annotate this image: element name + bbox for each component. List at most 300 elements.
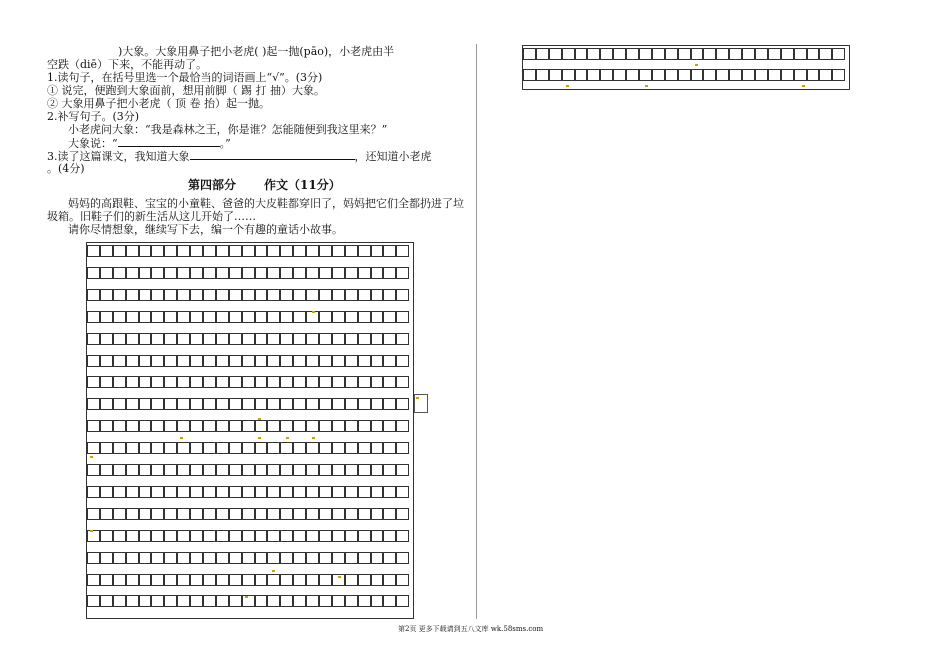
grid-cell[interactable] [255, 464, 268, 476]
grid-cell[interactable] [267, 442, 280, 454]
grid-cell[interactable] [87, 289, 100, 301]
grid-cell[interactable] [164, 376, 177, 388]
grid-cell[interactable] [587, 69, 600, 81]
grid-cell[interactable] [216, 245, 229, 257]
grid-cell[interactable] [113, 333, 126, 345]
grid-cell[interactable] [177, 333, 190, 345]
grid-cell[interactable] [345, 486, 358, 498]
grid-cell[interactable] [626, 69, 639, 81]
grid-cell[interactable] [229, 245, 242, 257]
grid-cell[interactable] [613, 69, 626, 81]
grid-cell[interactable] [229, 267, 242, 279]
grid-cell[interactable] [358, 530, 371, 542]
grid-cell[interactable] [190, 398, 203, 410]
grid-cell[interactable] [345, 267, 358, 279]
grid-cell[interactable] [242, 245, 255, 257]
grid-cell[interactable] [523, 69, 536, 81]
grid-cell[interactable] [151, 464, 164, 476]
grid-cell[interactable] [319, 376, 332, 388]
grid-cell[interactable] [190, 552, 203, 564]
grid-cell[interactable] [229, 574, 242, 586]
grid-cell[interactable] [703, 69, 716, 81]
grid-cell[interactable] [229, 289, 242, 301]
grid-cell[interactable] [626, 48, 639, 60]
grid-cell[interactable] [794, 48, 807, 60]
grid-cell[interactable] [203, 355, 216, 367]
grid-cell[interactable] [319, 289, 332, 301]
grid-cell[interactable] [768, 48, 781, 60]
grid-cell[interactable] [639, 69, 652, 81]
grid-cell[interactable] [371, 464, 384, 476]
grid-cell[interactable] [358, 420, 371, 432]
grid-cell[interactable] [280, 530, 293, 542]
grid-cell[interactable] [126, 289, 139, 301]
grid-cell[interactable] [819, 48, 832, 60]
grid-cell[interactable] [113, 530, 126, 542]
grid-cell[interactable] [229, 486, 242, 498]
grid-cell[interactable] [242, 442, 255, 454]
grid-cell[interactable] [819, 69, 832, 81]
grid-cell[interactable] [396, 464, 409, 476]
grid-cell[interactable] [190, 464, 203, 476]
grid-cell[interactable] [113, 267, 126, 279]
grid-cell[interactable] [190, 376, 203, 388]
grid-cell[interactable] [87, 245, 100, 257]
grid-cell[interactable] [203, 464, 216, 476]
grid-cell[interactable] [306, 508, 319, 520]
grid-cell[interactable] [177, 398, 190, 410]
grid-cell[interactable] [345, 442, 358, 454]
grid-cell[interactable] [280, 333, 293, 345]
grid-cell[interactable] [177, 574, 190, 586]
grid-cell[interactable] [267, 508, 280, 520]
grid-cell[interactable] [371, 595, 384, 607]
grid-cell[interactable] [87, 530, 100, 542]
grid-cell[interactable] [306, 574, 319, 586]
grid-cell[interactable] [164, 486, 177, 498]
grid-cell[interactable] [600, 48, 613, 60]
grid-cell[interactable] [306, 420, 319, 432]
grid-cell[interactable] [768, 69, 781, 81]
grid-cell[interactable] [100, 376, 113, 388]
grid-cell[interactable] [229, 420, 242, 432]
grid-cell[interactable] [139, 420, 152, 432]
grid-cell[interactable] [345, 595, 358, 607]
grid-cell[interactable] [151, 376, 164, 388]
grid-cell[interactable] [100, 333, 113, 345]
grid-cell[interactable] [383, 530, 396, 542]
grid-cell[interactable] [293, 420, 306, 432]
grid-cell[interactable] [126, 486, 139, 498]
grid-cell[interactable] [177, 355, 190, 367]
grid-cell[interactable] [319, 595, 332, 607]
grid-cell[interactable] [280, 442, 293, 454]
grid-cell[interactable] [383, 552, 396, 564]
grid-cell[interactable] [229, 376, 242, 388]
grid-cell[interactable] [332, 398, 345, 410]
grid-cell[interactable] [371, 245, 384, 257]
grid-cell[interactable] [306, 464, 319, 476]
grid-cell[interactable] [332, 355, 345, 367]
grid-cell[interactable] [164, 508, 177, 520]
grid-cell[interactable] [293, 311, 306, 323]
grid-cell[interactable] [203, 376, 216, 388]
grid-cell[interactable] [139, 530, 152, 542]
grid-cell[interactable] [203, 333, 216, 345]
grid-cell[interactable] [293, 552, 306, 564]
grid-cell[interactable] [151, 420, 164, 432]
grid-cell[interactable] [332, 464, 345, 476]
grid-cell[interactable] [177, 245, 190, 257]
grid-cell[interactable] [267, 574, 280, 586]
grid-cell[interactable] [100, 355, 113, 367]
grid-cell[interactable] [151, 530, 164, 542]
grid-cell[interactable] [203, 442, 216, 454]
grid-cell[interactable] [151, 442, 164, 454]
grid-cell[interactable] [383, 595, 396, 607]
grid-cell[interactable] [255, 486, 268, 498]
grid-cell[interactable] [396, 595, 409, 607]
grid-cell[interactable] [229, 355, 242, 367]
grid-cell[interactable] [113, 311, 126, 323]
grid-cell[interactable] [396, 376, 409, 388]
grid-cell[interactable] [242, 552, 255, 564]
grid-cell[interactable] [807, 48, 820, 60]
grid-cell[interactable] [242, 574, 255, 586]
grid-cell[interactable] [151, 289, 164, 301]
grid-cell[interactable] [371, 508, 384, 520]
writing-grid-left[interactable] [87, 245, 413, 617]
grid-cell[interactable] [306, 486, 319, 498]
grid-cell[interactable] [229, 442, 242, 454]
grid-cell[interactable] [383, 267, 396, 279]
grid-cell[interactable] [332, 376, 345, 388]
grid-cell[interactable] [345, 398, 358, 410]
grid-cell[interactable] [113, 376, 126, 388]
grid-cell[interactable] [306, 245, 319, 257]
grid-cell[interactable] [293, 574, 306, 586]
grid-cell[interactable] [371, 355, 384, 367]
grid-cell[interactable] [293, 333, 306, 345]
grid-cell[interactable] [332, 552, 345, 564]
grid-cell[interactable] [332, 333, 345, 345]
grid-cell[interactable] [345, 530, 358, 542]
grid-cell[interactable] [280, 552, 293, 564]
grid-cell[interactable] [113, 355, 126, 367]
grid-cell[interactable] [396, 398, 409, 410]
grid-cell[interactable] [177, 267, 190, 279]
grid-cell[interactable] [716, 69, 729, 81]
grid-cell[interactable] [151, 267, 164, 279]
grid-cell[interactable] [126, 311, 139, 323]
grid-cell[interactable] [729, 69, 742, 81]
grid-cell[interactable] [267, 530, 280, 542]
grid-cell[interactable] [100, 486, 113, 498]
grid-cell[interactable] [139, 595, 152, 607]
grid-cell[interactable] [371, 398, 384, 410]
grid-cell[interactable] [190, 574, 203, 586]
grid-cell[interactable] [203, 574, 216, 586]
grid-cell[interactable] [242, 508, 255, 520]
grid-cell[interactable] [255, 245, 268, 257]
grid-cell[interactable] [319, 486, 332, 498]
grid-cell[interactable] [358, 333, 371, 345]
grid-cell[interactable] [126, 464, 139, 476]
grid-cell[interactable] [126, 442, 139, 454]
grid-cell[interactable] [100, 530, 113, 542]
grid-cell[interactable] [126, 333, 139, 345]
grid-cell[interactable] [691, 69, 704, 81]
grid-cell[interactable] [755, 48, 768, 60]
grid-cell[interactable] [126, 355, 139, 367]
grid-cell[interactable] [345, 311, 358, 323]
grid-cell[interactable] [190, 267, 203, 279]
grid-cell[interactable] [100, 508, 113, 520]
grid-cell[interactable] [371, 267, 384, 279]
grid-cell[interactable] [267, 267, 280, 279]
grid-cell[interactable] [190, 311, 203, 323]
grid-cell[interactable] [255, 508, 268, 520]
grid-cell[interactable] [345, 376, 358, 388]
grid-cell[interactable] [678, 69, 691, 81]
grid-cell[interactable] [383, 355, 396, 367]
grid-cell[interactable] [306, 552, 319, 564]
grid-cell[interactable] [87, 464, 100, 476]
grid-cell[interactable] [216, 311, 229, 323]
grid-cell[interactable] [383, 289, 396, 301]
grid-cell[interactable] [562, 69, 575, 81]
grid-cell[interactable] [113, 486, 126, 498]
grid-cell[interactable] [371, 552, 384, 564]
grid-cell[interactable] [87, 398, 100, 410]
grid-cell[interactable] [190, 442, 203, 454]
grid-cell[interactable] [100, 289, 113, 301]
grid-cell[interactable] [280, 267, 293, 279]
grid-cell[interactable] [345, 464, 358, 476]
grid-cell[interactable] [229, 595, 242, 607]
grid-cell[interactable] [255, 355, 268, 367]
grid-cell[interactable] [242, 333, 255, 345]
grid-cell[interactable] [164, 311, 177, 323]
grid-cell[interactable] [164, 442, 177, 454]
grid-cell[interactable] [729, 48, 742, 60]
grid-cell[interactable] [794, 69, 807, 81]
grid-cell[interactable] [267, 595, 280, 607]
grid-cell[interactable] [113, 464, 126, 476]
grid-cell[interactable] [600, 69, 613, 81]
grid-cell[interactable] [255, 311, 268, 323]
grid-cell[interactable] [371, 311, 384, 323]
grid-cell[interactable] [280, 420, 293, 432]
grid-cell[interactable] [242, 267, 255, 279]
grid-cell[interactable] [203, 289, 216, 301]
grid-cell[interactable] [164, 574, 177, 586]
grid-cell[interactable] [371, 289, 384, 301]
grid-cell[interactable] [358, 245, 371, 257]
grid-cell[interactable] [716, 48, 729, 60]
grid-cell[interactable] [113, 442, 126, 454]
grid-cell[interactable] [358, 442, 371, 454]
grid-cell[interactable] [807, 69, 820, 81]
grid-cell[interactable] [87, 486, 100, 498]
grid-cell[interactable] [396, 486, 409, 498]
grid-cell[interactable] [396, 420, 409, 432]
grid-cell[interactable] [358, 289, 371, 301]
grid-cell[interactable] [177, 464, 190, 476]
grid-cell[interactable] [126, 245, 139, 257]
grid-cell[interactable] [100, 552, 113, 564]
grid-cell[interactable] [396, 333, 409, 345]
grid-cell[interactable] [332, 595, 345, 607]
grid-cell[interactable] [216, 333, 229, 345]
grid-cell[interactable] [383, 464, 396, 476]
grid-cell[interactable] [652, 69, 665, 81]
grid-cell[interactable] [383, 508, 396, 520]
grid-cell[interactable] [203, 245, 216, 257]
grid-cell[interactable] [536, 69, 549, 81]
grid-cell[interactable] [280, 376, 293, 388]
grid-cell[interactable] [345, 355, 358, 367]
grid-cell[interactable] [87, 311, 100, 323]
grid-cell[interactable] [267, 333, 280, 345]
grid-cell[interactable] [216, 398, 229, 410]
grid-cell[interactable] [100, 574, 113, 586]
grid-cell[interactable] [229, 311, 242, 323]
grid-cell[interactable] [383, 486, 396, 498]
grid-cell[interactable] [190, 508, 203, 520]
grid-cell[interactable] [267, 464, 280, 476]
grid-cell[interactable] [139, 464, 152, 476]
grid-cell[interactable] [139, 289, 152, 301]
grid-cell[interactable] [177, 530, 190, 542]
grid-cell[interactable] [371, 442, 384, 454]
grid-cell[interactable] [396, 574, 409, 586]
grid-cell[interactable] [742, 48, 755, 60]
grid-cell[interactable] [345, 420, 358, 432]
grid-cell[interactable] [293, 508, 306, 520]
grid-cell[interactable] [358, 464, 371, 476]
grid-cell[interactable] [139, 574, 152, 586]
grid-cell[interactable] [151, 595, 164, 607]
grid-cell[interactable] [87, 333, 100, 345]
grid-cell[interactable] [358, 595, 371, 607]
grid-cell[interactable] [190, 289, 203, 301]
grid-cell[interactable] [319, 333, 332, 345]
grid-cell[interactable] [371, 376, 384, 388]
grid-cell[interactable] [358, 574, 371, 586]
grid-cell[interactable] [113, 289, 126, 301]
grid-cell[interactable] [100, 464, 113, 476]
grid-cell[interactable] [396, 442, 409, 454]
grid-cell[interactable] [396, 552, 409, 564]
grid-cell[interactable] [190, 245, 203, 257]
grid-cell[interactable] [280, 398, 293, 410]
grid-cell[interactable] [319, 464, 332, 476]
grid-cell[interactable] [164, 267, 177, 279]
grid-cell[interactable] [113, 574, 126, 586]
grid-cell[interactable] [126, 420, 139, 432]
grid-cell[interactable] [396, 508, 409, 520]
grid-cell[interactable] [358, 486, 371, 498]
grid-cell[interactable] [383, 398, 396, 410]
grid-cell[interactable] [242, 289, 255, 301]
grid-cell[interactable] [255, 376, 268, 388]
grid-cell[interactable] [306, 398, 319, 410]
grid-cell[interactable] [549, 69, 562, 81]
grid-cell[interactable] [87, 376, 100, 388]
grid-cell[interactable] [151, 574, 164, 586]
grid-cell[interactable] [190, 530, 203, 542]
grid-cell[interactable] [832, 69, 845, 81]
grid-cell[interactable] [293, 289, 306, 301]
grid-cell[interactable] [177, 420, 190, 432]
grid-cell[interactable] [164, 398, 177, 410]
grid-cell[interactable] [319, 245, 332, 257]
grid-cell[interactable] [306, 530, 319, 542]
grid-cell[interactable] [203, 420, 216, 432]
grid-cell[interactable] [216, 552, 229, 564]
grid-cell[interactable] [332, 420, 345, 432]
grid-cell[interactable] [345, 508, 358, 520]
grid-cell[interactable] [216, 574, 229, 586]
grid-cell[interactable] [242, 595, 255, 607]
grid-cell[interactable] [151, 398, 164, 410]
grid-cell[interactable] [164, 420, 177, 432]
grid-cell[interactable] [306, 267, 319, 279]
grid-cell[interactable] [216, 530, 229, 542]
grid-cell[interactable] [151, 333, 164, 345]
grid-cell[interactable] [87, 420, 100, 432]
grid-cell[interactable] [139, 333, 152, 345]
grid-cell[interactable] [319, 574, 332, 586]
grid-cell[interactable] [280, 574, 293, 586]
grid-cell[interactable] [358, 376, 371, 388]
grid-cell[interactable] [139, 486, 152, 498]
grid-cell[interactable] [242, 311, 255, 323]
grid-cell[interactable] [203, 508, 216, 520]
grid-cell[interactable] [319, 355, 332, 367]
grid-cell[interactable] [396, 355, 409, 367]
grid-cell[interactable] [87, 355, 100, 367]
grid-cell[interactable] [371, 574, 384, 586]
grid-cell[interactable] [100, 420, 113, 432]
grid-cell[interactable] [216, 508, 229, 520]
grid-cell[interactable] [139, 442, 152, 454]
grid-cell[interactable] [177, 595, 190, 607]
grid-cell[interactable] [151, 552, 164, 564]
grid-cell[interactable] [177, 376, 190, 388]
grid-cell[interactable] [319, 552, 332, 564]
grid-cell[interactable] [151, 486, 164, 498]
grid-cell[interactable] [87, 552, 100, 564]
grid-cell[interactable] [678, 48, 691, 60]
grid-cell[interactable] [216, 595, 229, 607]
grid-cell[interactable] [255, 267, 268, 279]
grid-cell[interactable] [126, 530, 139, 542]
grid-cell[interactable] [280, 289, 293, 301]
grid-cell[interactable] [87, 508, 100, 520]
grid-cell[interactable] [332, 311, 345, 323]
grid-cell[interactable] [319, 420, 332, 432]
grid-cell[interactable] [203, 398, 216, 410]
grid-cell[interactable] [216, 267, 229, 279]
grid-cell[interactable] [229, 333, 242, 345]
grid-cell[interactable] [164, 530, 177, 542]
grid-cell[interactable] [332, 530, 345, 542]
grid-cell[interactable] [332, 245, 345, 257]
grid-cell[interactable] [255, 442, 268, 454]
grid-cell[interactable] [242, 530, 255, 542]
